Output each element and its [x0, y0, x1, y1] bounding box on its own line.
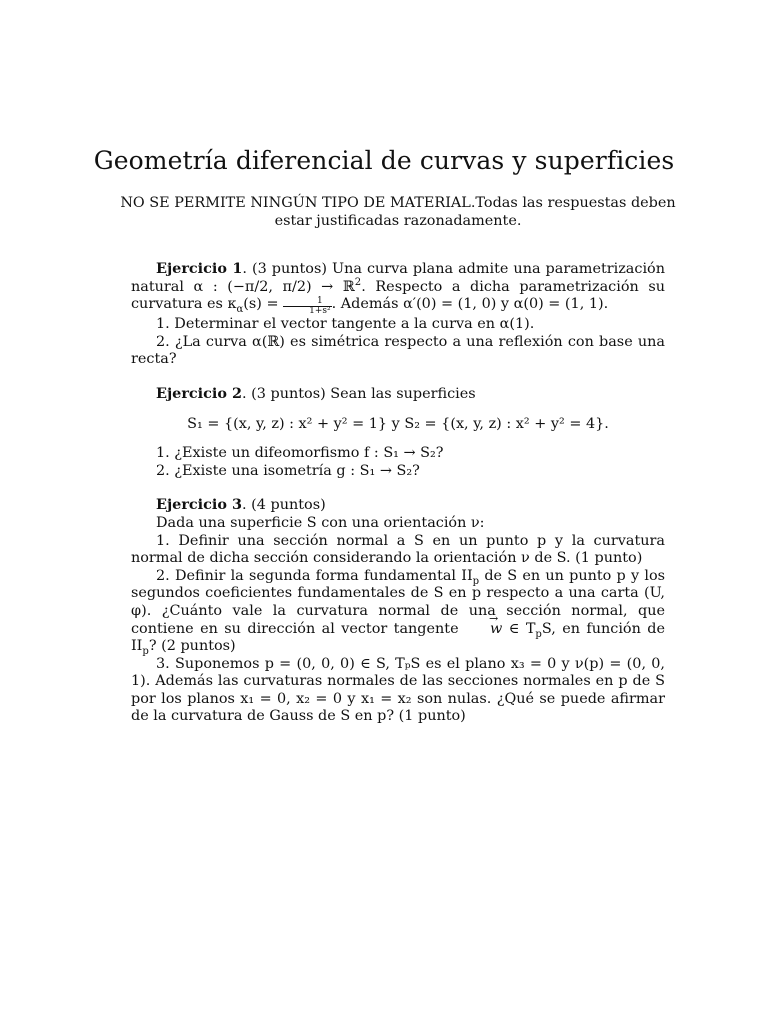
kappa-argument: (s) = — [243, 296, 279, 313]
exercise-3-heading: Ejercicio 3 — [156, 496, 242, 514]
exercise-1-question-2: 2. ¿La curva α(ℝ) es simétrica respecto a una reflexión con base una recta? — [131, 333, 665, 368]
exercise-3-question-2 — [131, 568, 665, 656]
instructions: NO SE PERMITE NINGÚN TIPO DE MATERIAL.Todas las respuestas deben estar justificadas razonadamente. — [120, 195, 676, 229]
q2-part-a: 2. Definir la segunda forma fundamental II — [156, 567, 473, 584]
tangent-vector-w: → w — [465, 621, 502, 639]
exercise-3-statement: Dada una superficie S con una orientación ν: — [156, 514, 485, 531]
exercise-3-question-1: 1. Definir una sección normal a S en un punto p y la curvatura normal de dicha sección considerando la orientación ν de S. (1 punto) — [131, 532, 665, 567]
exercise-1-statement: Ejercicio 1. (3 puntos) Una curva plana admite una parametrización natural α : (−π/2, π/2) → ℝ$^2$. Respecto a dicha parametrización su curvatura es $\kappa_\alpha(s)$ = $\frac{1}{\text{1+s²}}$ . Además α′(0) = (1, 0) y α(0) = (1, 1). — [131, 260, 665, 317]
exercise-1-text: Una curva plana admite una parametrización natural — [131, 261, 665, 295]
q2-sub-p-2: p — [535, 628, 542, 640]
q2-sub-p-3: p — [142, 645, 149, 657]
exercise-2-question-1: 1. ¿Existe un difeomorfismo f : S₁ → S₂? — [156, 445, 444, 462]
q2-part-e: ? (2 puntos) — [148, 638, 236, 655]
exercise-3-question-3: 3. Suponemos p = (0, 0, 0) ∈ S, TₚS es el plano x₃ = 0 y ν(p) = (0, 0, 1). Además las curvaturas normales de las secciones normales en p de S por los planos x₁ = 0, x₂ = 0 y x₁ = x₂ son nulas. ¿Qué se puede afirmar de la curvatura de Gauss de S en p? (1 punto) — [131, 655, 665, 725]
q2-part-d: S, en función de II — [131, 620, 665, 655]
q2-sub-p: p — [472, 575, 480, 587]
exercise-2-text: Sean las superficies — [330, 385, 476, 402]
exercise-2-statement: Ejercicio 2. (3 puntos) Sean las superficies — [156, 384, 476, 402]
exercise-1-conditions: . Además α′(0) = (1, 0) y α(0) = (1, 1). — [331, 296, 609, 313]
exercise-1-heading: Ejercicio 1 — [156, 260, 243, 277]
exercise-3-points: (4 puntos) — [251, 497, 326, 514]
q2-part-c: ∈ T — [502, 620, 536, 637]
exercise-1-question-1: 1. Determinar el vector tangente a la curva en α(1). — [156, 316, 535, 333]
q2-part-b: de S en un punto p y los segundos coeficientes fundamentales de S en p respecto a una carta (U, φ). ¿Cuánto vale la curvatura normal de una sección normal, que contiene en su dirección al vector tangente — [131, 567, 665, 637]
exercise-1-text-2: . Respecto a dicha parametrización su curvatura es κ — [131, 278, 665, 313]
curvature-fraction — [283, 297, 332, 316]
exercise-2-points: (3 puntos) — [251, 385, 326, 402]
kappa-subscript: α — [236, 304, 244, 316]
document-title: Geometría diferencial de curvas y superficies — [93, 146, 675, 175]
alpha-domain: α : (−π/2, π/2) → ℝ — [193, 278, 355, 295]
surfaces-definition: S₁ = {(x, y, z) : x² + y² = 1} y S₂ = {(x, y, z) : x² + y² = 4}. — [187, 415, 609, 432]
exercise-3-header: Ejercicio 3. (4 puntos) — [156, 496, 326, 514]
exercises — [131, 260, 665, 726]
exercise-2-heading: Ejercicio 2 — [156, 384, 242, 402]
fraction-denominator: 1+s² — [309, 306, 331, 317]
alpha-domain-sup: 2 — [354, 276, 362, 288]
exercise-1-points: (3 puntos) — [252, 261, 327, 277]
exercise-2-question-2: 2. ¿Existe una isometría g : S₁ → S₂? — [156, 462, 420, 479]
fraction-numerator: 1 — [283, 297, 332, 307]
